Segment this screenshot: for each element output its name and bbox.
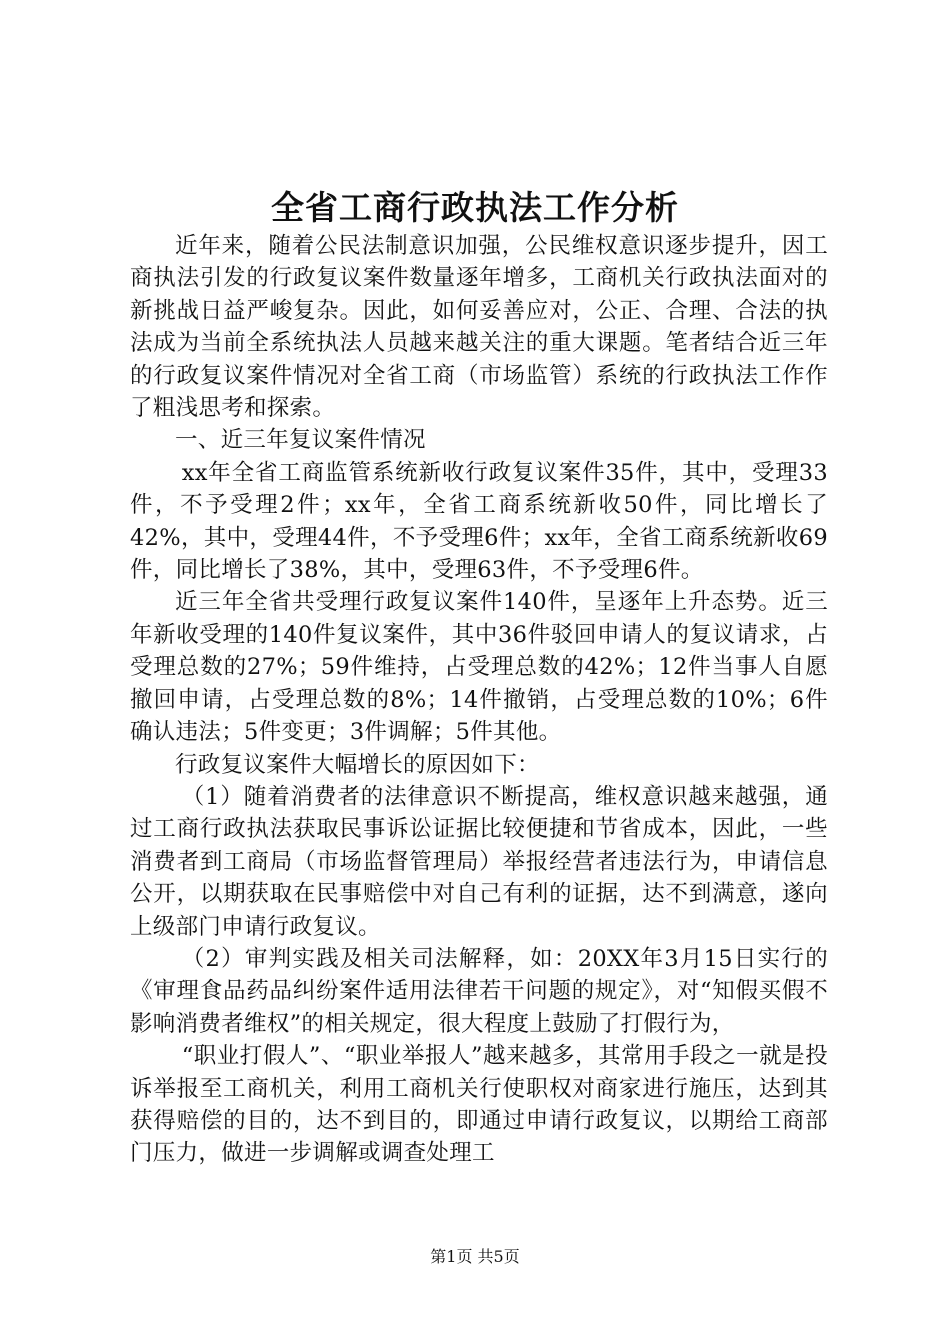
paragraph-reason-2: （2）审判实践及相关司法解释，如：20XX年3月15日实行的《审理食品药品纠纷案件适用法律若干问题的规定》，对“知假买假不影响消费者维权”的相关规定，很大程度上鼓励了打假行为， (130, 945, 828, 1037)
page-footer: 第1页 共5页 (430, 1247, 520, 1266)
paragraph-yearly-cases: xx年全省工商监管系统新收行政复议案件35件，其中，受理33件，不予受理2件；xx年，全省工商系统新收50件，同比增长了42%，其中，受理44件，不予受理6件；xx年，全省工商系统新收69件，同比增长了38%，其中，受理63件，不予受理6件。 (130, 459, 828, 584)
section-heading: 一、近三年复议案件情况 (175, 427, 426, 454)
paragraph-professional-reporters: “职业打假人”、“职业举报人”越来越多，其常用手段之一就是投诉举报至工商机关，利用工商机关行使职权对商家进行施压，达到其获得赔偿的目的，达不到目的，即通过申请行政复议，以期给工商部门压力，做进一步调解或调查处理工 (130, 1043, 828, 1167)
paragraph-intro: 近年来，随着公民法制意识加强，公民维权意识逐步提升，因工商执法引发的行政复议案件数量逐年增多，工商机关行政执法面对的新挑战日益严峻复杂。因此，如何妥善应对，公正、合理、合法的执法成为当前全系统执法人员越来越关注的重大课题。笔者结合近三年的行政复议案件情况对全省工商（市场监管）系统的行政执法工作作了粗浅思考和探索。 (130, 233, 828, 422)
paragraph-reasons-intro: 行政复议案件大幅增长的原因如下： (175, 751, 540, 778)
paragraph-reason-1: （1）随着消费者的法律意识不断提高，维权意识越来越强，通过工商行政执法获取民事诉讼证据比较便捷和节省成本，因此，一些消费者到工商局（市场监督管理局）举报经营者违法行为，申请信息公开，以期获取在民事赔偿中对自己有利的证据，达不到满意，遂向上级部门申请行政复议。 (130, 783, 828, 940)
document-title: 全省工商行政执法工作分析 (271, 188, 679, 227)
paragraph-three-year-summary: 近三年全省共受理行政复议案件140件，呈逐年上升态势。近三年新收受理的140件复议案件，其中36件驳回申请人的复议请求，占受理总数的27%；59件维持，占受理总数的42%；12件当事人自愿撤回申请，占受理总数的8%；14件撤销，占受理总数的10%；6件确认违法；5件变更；3件调解；5件其他。 (130, 589, 828, 746)
document-body (130, 230, 828, 1170)
